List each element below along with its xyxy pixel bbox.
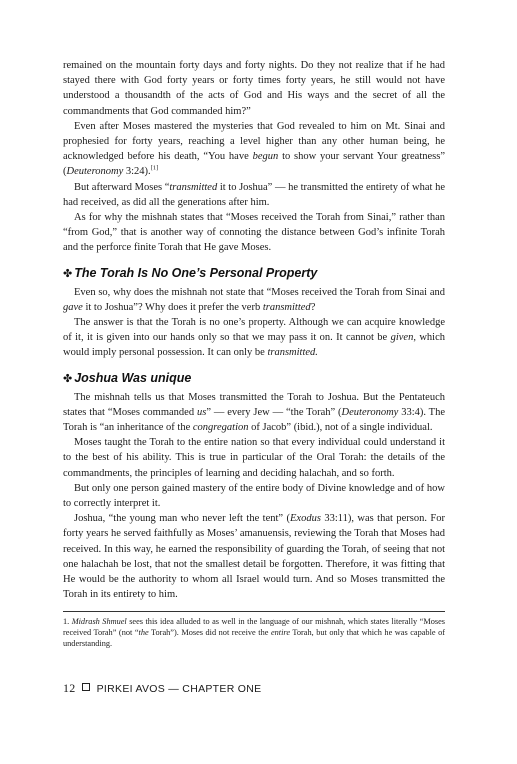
square-ornament-icon (82, 683, 90, 691)
text: 33:11), was that person. For forty years he served faithfully as Moses’ amanuensis, reviewing the Torah that Moses had received. In this way, he earned the responsibility of guarding the Torah, of seeing that not one halachah be lost, that not the smallest detail be forgotten. Therefore, it was fitting that He would be the authority to whom all Israel would turn. And so Moses transmitted the Torah in its entirety to him. (63, 513, 445, 601)
emphasis: transmitted. (267, 347, 318, 359)
section-heading (63, 265, 445, 283)
text: Torah”). Moses did not receive the (148, 627, 271, 637)
paragraph (63, 180, 445, 210)
text: , which would imply personal possession. It can only be (63, 332, 445, 359)
emphasis: transmitted (262, 301, 311, 313)
emphasis: entire (270, 627, 290, 637)
paragraph (63, 390, 445, 436)
text: remained on the mountain forty days and forty nights. Do they not realize that if he had stayed there with God forty years or forty times forty years, he still would not have understood a thousandth of the acts of God and His ways and the secret of all the commandments that God commanded him?” (63, 60, 445, 117)
paragraph (63, 58, 445, 119)
text: But afterward Moses “ (74, 181, 170, 193)
page-body (63, 58, 445, 650)
text: The mishnah tells us that Moses transmitted the Torah to Joshua. But the Pentateuch states that “Moses commanded (63, 391, 445, 418)
emphasis: us (196, 406, 207, 418)
text: 33:4). The Torah is “an inheritance of the (63, 406, 445, 434)
heading-text: The Torah Is No One’s Personal Property (74, 265, 318, 280)
paragraph (63, 285, 445, 315)
ornament-icon: ✤ (63, 372, 73, 385)
text: to show your servant Your greatness” ( (63, 151, 445, 178)
text: it to Joshua” — he transmitted the entirety of what he had received, as did all the generations after him. (63, 181, 445, 208)
footnote-number: 1. (63, 616, 72, 626)
citation-book: Exodus (290, 513, 321, 525)
footnote (63, 616, 445, 650)
emphasis: gave (63, 301, 83, 313)
paragraph (63, 119, 445, 180)
emphasis: given (390, 332, 414, 344)
paragraph (63, 435, 445, 481)
emphasis: the (138, 627, 149, 637)
emphasis: transmitted (169, 181, 218, 193)
citation-book: Midrash Shmuel (71, 616, 127, 626)
text: Even after Moses mastered the mysteries that God revealed to him on Mt. Sinai and prophesied for forty years, reaching a level higher than any other human being, he acknowledged before his death, “You have (63, 120, 445, 163)
citation-book: Deuteronomy (341, 406, 399, 418)
text: Even so, why does the mishnah not state that “Moses received the Torah from Sinai and (74, 286, 445, 298)
section-heading (63, 370, 445, 388)
footnote-divider (63, 611, 445, 612)
page-footer (63, 681, 261, 696)
text: But only one person gained mastery of the entire body of Divine knowledge and of how to correctly interpret it. (63, 482, 445, 510)
text: Torah, but only that which he was capable of understanding. (63, 627, 446, 649)
paragraph (63, 511, 445, 602)
emphasis: congregation (192, 422, 249, 434)
page-number: 12 (63, 681, 76, 695)
text: ? (310, 301, 316, 313)
text: it to Joshua”? Why does it prefer the verb (82, 301, 263, 313)
text: 3:24). (123, 166, 151, 178)
running-head: PIRKEI AVOS — CHAPTER ONE (96, 683, 262, 695)
text: Moses taught the Torah to the entire nation so that every individual could understand it to the best of his ability. This is true in particular of the Oral Torah: the details of the commandments, the principles of learning and deciding halachah, and so forth. (63, 437, 445, 479)
citation-book: Deuteronomy (66, 166, 124, 178)
paragraph (63, 315, 445, 361)
text: As for why the mishnah states that “Moses received the Torah from Sinai,” rather than “from God,” that is another way of connoting the distance between God’s infinite Torah and the perforce finite Torah that He gave Moses. (63, 212, 445, 254)
text: ” — every Jew — “the Torah” ( (206, 406, 342, 418)
text: The answer is that the Torah is no one’s property. Although we can acquire knowledge of it, it is given into our hands only so that we may pass it on. It cannot be (63, 317, 445, 344)
paragraph (63, 210, 445, 256)
text: sees this idea alluded to as well in the language of our mishnah, which states literally “Moses received Torah” (not “ (63, 616, 446, 637)
text: Joshua, “the young man who never left the tent” ( (74, 513, 290, 525)
text: of Jacob” (ibid.), not of a single individual. (248, 422, 433, 434)
footnote-ref[interactable]: [1] (150, 164, 159, 172)
heading-text: Joshua Was unique (74, 370, 192, 385)
paragraph (63, 481, 445, 511)
ornament-icon: ✤ (63, 267, 73, 280)
emphasis: begun (252, 151, 279, 163)
